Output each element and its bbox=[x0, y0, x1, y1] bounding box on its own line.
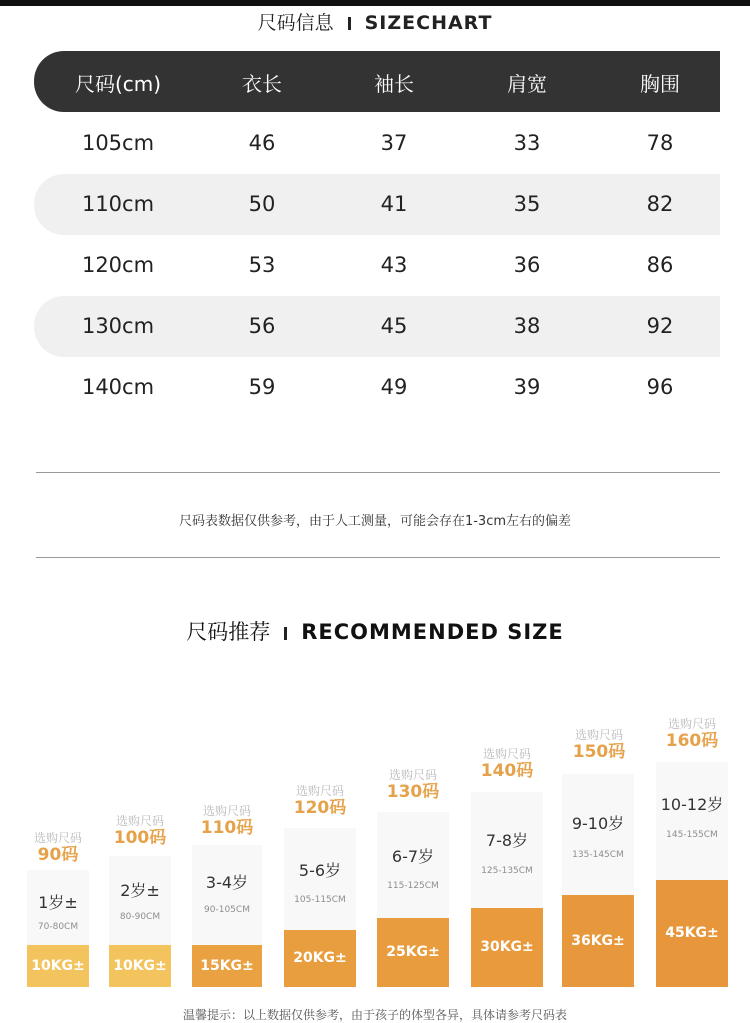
row-shoulder: 36 bbox=[513, 253, 541, 277]
row-shoulder: 33 bbox=[513, 131, 541, 155]
header-length: 衣长 bbox=[242, 72, 282, 96]
row-length: 56 bbox=[248, 314, 276, 338]
table-row bbox=[34, 113, 720, 174]
top-border bbox=[0, 0, 750, 6]
recommended-title-en: RECOMMENDED SIZE bbox=[301, 620, 564, 644]
row-size: 130cm bbox=[81, 314, 155, 338]
age-range: 5-6岁 bbox=[298, 861, 342, 880]
row-sleeve: 37 bbox=[380, 131, 408, 155]
weight-value: 10KG± bbox=[113, 958, 167, 974]
pick-label: 选购尺码 bbox=[482, 747, 531, 761]
height-range: 80-90CM bbox=[119, 912, 161, 922]
height-range: 135-145CM bbox=[572, 850, 624, 860]
size-value: 130码 bbox=[386, 782, 440, 802]
weight-bar bbox=[109, 945, 171, 987]
row-shoulder: 38 bbox=[513, 314, 541, 338]
row-size: 140cm bbox=[81, 375, 155, 399]
row-length: 46 bbox=[248, 131, 276, 155]
pick-label: 选购尺码 bbox=[667, 717, 716, 731]
pick-size-label bbox=[387, 768, 440, 802]
header-size: 尺码(cm) bbox=[74, 72, 162, 96]
row-chest: 92 bbox=[646, 314, 674, 338]
recommended-title-zh: 尺码推荐 bbox=[186, 620, 271, 644]
row-sleeve: 49 bbox=[380, 375, 408, 399]
pick-label: 选购尺码 bbox=[388, 768, 437, 782]
table-row bbox=[34, 235, 720, 296]
weight-value: 30KG± bbox=[480, 939, 534, 955]
size-value: 160码 bbox=[665, 731, 719, 751]
row-size: 110cm bbox=[81, 192, 155, 216]
pick-label: 选购尺码 bbox=[295, 784, 344, 798]
header-sleeve: 袖长 bbox=[374, 72, 414, 96]
table-row bbox=[34, 296, 720, 357]
height-range: 70-80CM bbox=[37, 922, 79, 932]
row-shoulder: 39 bbox=[513, 375, 541, 399]
row-chest: 96 bbox=[646, 375, 674, 399]
row-size: 120cm bbox=[81, 253, 155, 277]
size-value: 120码 bbox=[293, 798, 347, 818]
age-range: 9-10岁 bbox=[571, 814, 625, 833]
pick-size-label bbox=[294, 784, 347, 818]
pick-label: 选购尺码 bbox=[574, 728, 623, 742]
height-range: 115-125CM bbox=[387, 881, 439, 891]
size-panel bbox=[109, 856, 171, 945]
divider-bottom bbox=[36, 557, 720, 558]
height-range: 125-135CM bbox=[481, 866, 533, 876]
sizechart-title-en: SIZECHART bbox=[364, 12, 493, 34]
weight-bar bbox=[284, 930, 356, 987]
table-header bbox=[34, 51, 720, 112]
weight-bar bbox=[656, 880, 728, 987]
row-sleeve: 45 bbox=[380, 314, 408, 338]
row-length: 59 bbox=[248, 375, 276, 399]
row-chest: 86 bbox=[646, 253, 674, 277]
pick-size-label bbox=[201, 804, 254, 838]
title-separator bbox=[284, 627, 287, 640]
row-length: 53 bbox=[248, 253, 276, 277]
age-range: 6-7岁 bbox=[391, 847, 435, 866]
weight-bar bbox=[471, 908, 543, 987]
size-panel bbox=[562, 774, 634, 895]
age-range: 3-4岁 bbox=[205, 873, 249, 892]
sizechart-title-zh: 尺码信息 bbox=[257, 12, 334, 34]
height-range: 145-155CM bbox=[666, 830, 718, 840]
recommended-title bbox=[0, 616, 750, 642]
weight-bar bbox=[562, 895, 634, 987]
row-chest: 82 bbox=[646, 192, 674, 216]
pick-size-label bbox=[34, 831, 82, 865]
size-panel bbox=[192, 845, 262, 945]
measurement-note: 尺码表数据仅供参考，由于人工测量，可能会存在1-3cm左右的偏差 bbox=[178, 514, 572, 529]
size-panel bbox=[284, 828, 356, 930]
weight-value: 10KG± bbox=[31, 958, 85, 974]
age-range: 1岁± bbox=[38, 893, 78, 912]
footnote: 温馨提示：以上数据仅供参考，由于孩子的体型各异，具体请参考尺码表 bbox=[182, 1008, 567, 1022]
height-range: 90-105CM bbox=[204, 905, 250, 915]
row-sleeve: 41 bbox=[380, 192, 408, 216]
age-range: 10-12岁 bbox=[660, 795, 724, 814]
size-value: 110码 bbox=[200, 818, 254, 838]
table-row bbox=[34, 357, 720, 418]
row-length: 50 bbox=[248, 192, 276, 216]
weight-value: 20KG± bbox=[293, 950, 347, 966]
size-panel bbox=[471, 792, 543, 908]
row-sleeve: 43 bbox=[380, 253, 408, 277]
row-chest: 78 bbox=[646, 131, 674, 155]
weight-value: 15KG± bbox=[200, 958, 254, 974]
pick-label: 选购尺码 bbox=[33, 831, 83, 845]
weight-value: 36KG± bbox=[571, 933, 625, 949]
divider-top bbox=[36, 472, 720, 473]
pick-size-label bbox=[114, 814, 167, 848]
weight-bar bbox=[192, 945, 262, 987]
age-range: 2岁± bbox=[120, 881, 160, 900]
row-size: 105cm bbox=[81, 131, 155, 155]
header-chest: 胸围 bbox=[640, 72, 680, 96]
weight-bar bbox=[377, 918, 449, 987]
sizechart-title bbox=[0, 8, 750, 32]
pick-label: 选购尺码 bbox=[202, 804, 251, 818]
size-panel bbox=[27, 870, 89, 945]
pick-size-label bbox=[573, 728, 626, 762]
weight-bar bbox=[27, 945, 89, 987]
size-panel bbox=[656, 762, 728, 880]
pick-label: 选购尺码 bbox=[115, 814, 164, 828]
size-panel bbox=[377, 812, 449, 918]
table-row bbox=[34, 174, 720, 235]
weight-value: 25KG± bbox=[386, 944, 440, 960]
row-shoulder: 35 bbox=[513, 192, 541, 216]
title-separator bbox=[348, 17, 351, 30]
size-value: 150码 bbox=[572, 742, 626, 762]
size-value: 90码 bbox=[37, 845, 79, 865]
pick-size-label bbox=[666, 717, 719, 751]
height-range: 105-115CM bbox=[294, 895, 346, 905]
age-range: 7-8岁 bbox=[485, 831, 529, 850]
header-shoulder: 肩宽 bbox=[507, 72, 547, 96]
size-value: 100码 bbox=[113, 828, 167, 848]
weight-value: 45KG± bbox=[665, 925, 719, 941]
size-value: 140码 bbox=[480, 761, 534, 781]
pick-size-label bbox=[481, 747, 534, 781]
